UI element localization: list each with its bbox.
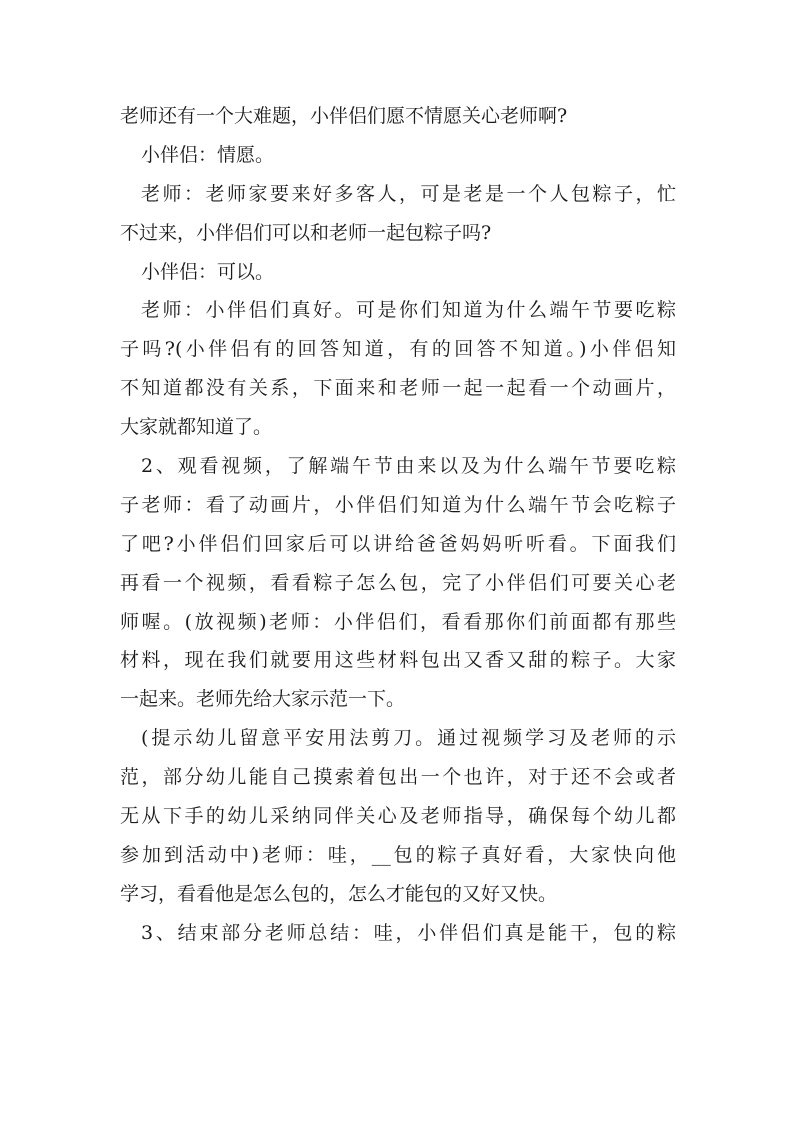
text-line-20: 参加到活动中)老师：哇，__包的粽子真好看，大家快向他 bbox=[120, 843, 676, 866]
text-line-19: 无从下手的幼儿采纳同伴关心及老师指导，确保每个幼儿都 bbox=[120, 805, 676, 828]
text-line-18: 范，部分幼儿能自己摸索着包出一个也许，对于还不会或者 bbox=[120, 766, 676, 789]
text-line-12: 了吧?小伴侣们回家后可以讲给爸爸妈妈听听看。下面我们 bbox=[120, 532, 676, 555]
text-line-4: 不过来，小伴侣们可以和老师一起包粽子吗? bbox=[120, 221, 492, 244]
text-line-6: 老师：小伴侣们真好。可是你们知道为什么端午节要吃粽 bbox=[141, 299, 676, 322]
text-line-2: 小伴侣：情愿。 bbox=[141, 143, 275, 166]
text-line-9: 大家就都知道了。 bbox=[120, 416, 273, 439]
text-line-5: 小伴侣：可以。 bbox=[141, 260, 275, 283]
text-line-16: 一起来。老师先给大家示范一下。 bbox=[120, 688, 406, 711]
text-line-22: 3、结束部分老师总结：哇，小伴侣们真是能干，包的粽 bbox=[141, 921, 676, 944]
text-line-1: 老师还有一个大难题，小伴侣们愿不情愿关心老师啊? bbox=[120, 105, 568, 127]
text-line-21: 学习，看看他是怎么包的，怎么才能包的又好又快。 bbox=[120, 882, 558, 905]
body-text bbox=[120, 97, 676, 953]
text-line-13: 再看一个视频，看看粽子怎么包，完了小伴侣们可要关心老 bbox=[120, 571, 676, 594]
text-line-14: 师喔。(放视频)老师：小伴侣们，看看那你们前面都有那些 bbox=[120, 610, 676, 633]
text-line-10: 2、观看视频，了解端午节由来以及为什么端午节要吃粽 bbox=[141, 455, 676, 478]
text-line-15: 材料，现在我们就要用这些材料包出又香又甜的粽子。大家 bbox=[120, 649, 676, 672]
text-line-7: 子吗?(小伴侣有的回答知道，有的回答不知道。)小伴侣知 bbox=[120, 338, 676, 361]
text-line-17: (提示幼儿留意平安用法剪刀。通过视频学习及老师的示 bbox=[141, 727, 676, 750]
text-line-8: 不知道都没有关系，下面来和老师一起一起看一个动画片， bbox=[120, 377, 676, 400]
text-line-11: 子老师：看了动画片，小伴侣们知道为什么端午节会吃粽子 bbox=[120, 493, 676, 516]
text-line-3: 老师：老师家要来好多客人，可是老是一个人包粽子，忙 bbox=[141, 182, 676, 205]
